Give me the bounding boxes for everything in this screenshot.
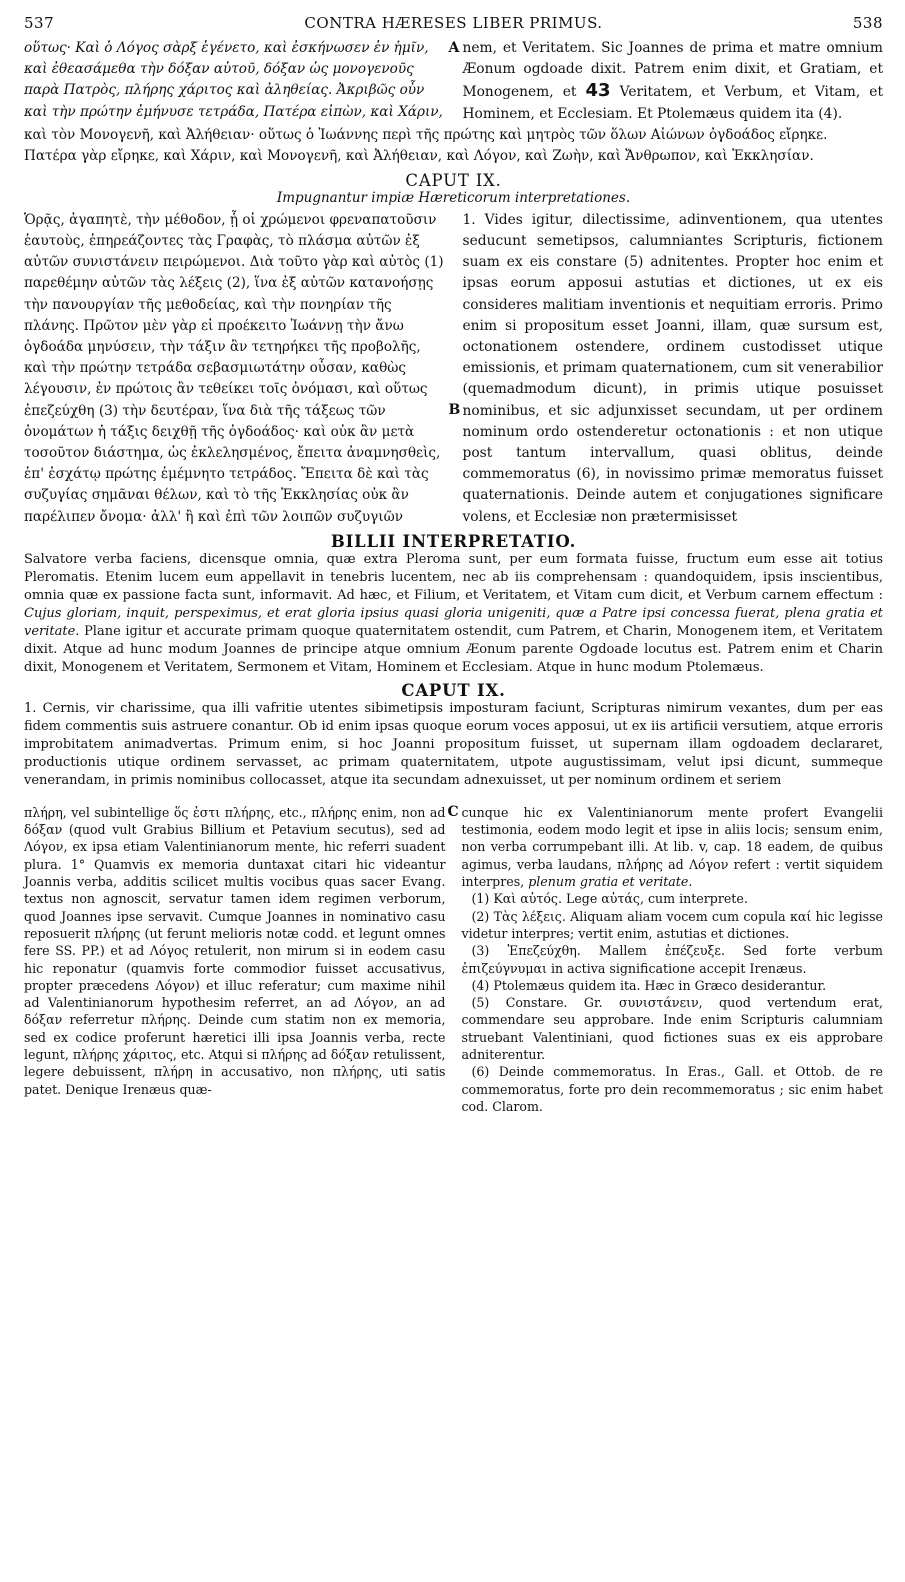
top-columns [24, 38, 883, 125]
latin-text-top-a: nem, et Veritatem. Sic Joannes de prima et matre omnium Æonum ogdoade dixit. Patrem enim dixit, et Gratiam, et Monogenem, et [462, 40, 883, 101]
latin-text-caput: 1. Vides igitur, dilectissime, adinventionem, qua utentes seducunt semetipsos, calumniantes Scripturis, fictionem suam ex eis constare (5) adnitentes. Propter hoc enim et ipsas eorum apposui astutias et dictiones, ut ex eis consideres malitiam inventionis et nequitiam erroris. Primo enim si propositum esset Joanni, illam, quæ sursum est, octonationem ostendere, ordinem custodisset utique emissionis, et primam quaternationem, cum sit venerabilior (quemadmodum dicunt), in primis utique posuisset nominibus, et sic adjunxisset secundam, ut per ordinem nominum ordo ostenderetur octonationis : et non utique post tantum intervallum, quasi oblitus, deinde commemoratus (6), in novissimo primæ memoratus fuisset quaternationis. Deinde autem et conjugationes significare volens, et Ecclesiæ non prætermisisset [462, 211, 883, 525]
caput-subtitle: Impugnantur impiæ Hæreticorum interpretationes. [276, 189, 631, 206]
footnote-3: (3) Ἐπεζεύχθη. Mallem ἐπέζευξε. Sed forte verbum ἐπιζεύγνυμαι in activa significatione accepit Irenæus. [461, 943, 883, 976]
column-number-badge: 43 [585, 80, 611, 102]
page-number-right: 538 [852, 14, 883, 32]
interpretatio-text [24, 551, 883, 677]
margin-marker-c: C [447, 803, 459, 820]
footnote-4: (4) Ptolemæus quidem ita. Hæc in Græco desiderantur. [471, 977, 827, 993]
note-right-intro-text: cunque hic ex Valentinianorum mente profert Evangelii testimonia, eodem modo legit et ipse in aliis locis; sensum enim, non verba corrumpebant illi. At lib. v, cap. 18 eadem, de quibus agimus, verba laudans, πλήρης ad Λόγον refert : vertit siquidem interpres, [461, 804, 883, 890]
footnote-1: (1) Καὶ αὐτός. Lege αὐτάς, cum interprete. [471, 891, 748, 907]
interpretatio-text-a: Salvatore verba faciens, dicensque omnia, quæ extra Pleroma sunt, per eum formata fuisse, fructum eum esse ait totius Pleromatis. Etenim lucem eum appellavit in tenebris lucentem, nec ab iis comprehensam : quandoquidem, ipsis inscientibus, omnia quæ ex passione facta sunt, informavit. Ad hæc, et Filium, et Veritatem, et Vitam cum dicit, et Verbum carnem effectum : [24, 551, 883, 603]
latin-text-top [463, 38, 884, 125]
caput-heading-2: CAPUT IX. [401, 680, 506, 700]
notes-right [447, 803, 884, 1115]
greek-full-line: καὶ τὸν Μονογενῆ, καὶ Ἀλήθειαν· οὕτως ὁ Ἰωάννης περὶ τῆς πρώτης καὶ μητρὸς τῶν ὅλων Αἰώνων ὀγδοάδος εἴρηκε. Πατέρα γὰρ εἴρηκε, καὶ Χάριν, καὶ Μονογενῆ, καὶ Ἀλήθειαν, καὶ Λόγον, καὶ Ζωὴν, καὶ Ἄνθρωπον, καὶ Ἐκκλησίαν. [24, 126, 828, 164]
margin-marker-b: B [448, 401, 461, 418]
latin-column-top [448, 38, 884, 125]
footnote-2: (2) Τὰς λέξεις. Aliquam aliam vocem cum copula καί hic legisse videtur interpres; vertit enim, astutias et dictiones. [461, 908, 883, 941]
interpretatio-quote: Cujus gloriam, inquit, perspeximus, et erat gloria ipsius quasi gloria unigeniti, quæ a Patre ipsi concessa fuerat, plena gratia et veritate. [24, 605, 883, 639]
caput-heading-1: CAPUT IX. [405, 170, 502, 190]
running-head [24, 14, 883, 32]
greek-column-top [24, 38, 445, 125]
note-left-text: πλήρη, vel subintellige ὅς ἐστι πλήρης, etc., πλήρης enim, non ad δόξαν (quod vult Grabius Billium et Petavium secutus), sed ad Λόγον, ex ipsa etiam Valentinianorum mente, hic referri suadent plura. 1° Quamvis ex memoria duntaxat citari hic videantur Joannis verba, additis scilicet multis vocibus quas sacer Evang. textus non agnoscit, servatur tamen idem regimen verborum, quod Joannes ipse servavit. Cumque Joannes in nominativo casu reposuerit πλήρης (ut ferunt melioris notæ codd. et legunt omnes fere SS. PP.) et ad Λόγος retulerit, non mirum si in eodem casu hic reponatur (quamvis forte commodior fuisset accusativus, propter præcedens Λόγον) et illuc referatur; cum maxime nihil ad Valentinianorum hypothesim referret, an ad Λόγον, an ad δόξαν referretur πλήρης. Deinde cum statim non ex memoria, sed ex codice proferunt hæretici illi ipsa Joannis verba, recte legunt, πλήρης χάριτος, etc. Atqui si πλήρης ad δόξαν retulissent, legere debuissent, πλήρη in accusativo, non πλήρης, uti satis patet. Denique Irenæus quæ- [24, 804, 446, 1097]
notes-columns [24, 804, 883, 1115]
caput-columns [24, 210, 883, 528]
note-right-intro-italic: plenum gratia et veritate. [528, 874, 693, 890]
margin-marker-a: A [448, 40, 460, 56]
latin-column-caput [448, 210, 884, 528]
greek-column-caput [24, 210, 445, 528]
footnote-5: (5) Constare. Gr. συνιστάνειν, quod vertendum erat, commendare seu approbare. Inde enim Scripturis calumniam struebant Valentiniani, quod fictiones suas ex eis approbare adniterentur. [461, 995, 883, 1063]
latin-text-top-b: Veritatem, et Verbum, et Vitam, et Hominem, et Ecclesiam. Et Ptolemæus quidem ita (4). [462, 84, 883, 122]
running-title: CONTRA HÆRESES LIBER PRIMUS. [304, 14, 603, 32]
note-right-intro [462, 804, 884, 890]
greek-text-top: οὕτως· Καὶ ὁ Λόγος σὰρξ ἐγένετο, καὶ ἐσκήνωσεν ἐν ἡμῖν, καὶ ἐθεασάμεθα τὴν δόξαν αὐτοῦ, δόξαν ὡς μονογενοῦς παρὰ Πατρὸς, πλήρης χάριτος καὶ ἀληθείας. Ἀκριβῶς οὖν καὶ τὴν πρώτην ἐμήνυσε τετράδα, Πατέρα εἰπὼν, καὶ Χάριν, [24, 40, 443, 120]
interpretatio-text-b: Plane igitur et accurate primam quoque quaternitatem ostendit, cum Patrem, et Charin, Monogenem item, et Veritatem dixit. Atque ad hunc modum Joannes de principe atque omnium Æonum parente Ogdoade locutus est. Patrem enim et Charin dixit, Monogenem et Veritatem, Sermonem et Vitam, Hominem et Ecclesiam. Atque in hunc modum Ptolemæus. [24, 623, 883, 675]
caput-2-text: 1. Cernis, vir charissime, qua illi vafritie utentes sibimetipsis imposturam faciunt, Scripturas nimirum vexantes, dum per eas fidem commentis suis astruere conantur. Ob id enim ipsas quoque eorum voces apposui, ut ex iis artificii versutiem, atque erroris improbitatem animadvertas. Primum enim, si hoc Joanni propositum fuisset, ut supernam illam ogdoadem declararet, productionis utique ordinem servasset, ac primam quaternitatem, utpote augustissimam, velut ipsi dicunt, summeque venerandam, in primis nominibus collocasset, atque ita secundam adnexuisset, ut per nominum ordinem et seriem [24, 700, 883, 788]
notes-left [24, 804, 446, 1115]
interpretatio-heading: BILLII INTERPRETATIO. [330, 531, 577, 551]
page-number-left: 537 [24, 14, 55, 32]
greek-text-caput: Ὁρᾷς, ἀγαπητὲ, τὴν μέθοδον, ᾗ οἱ χρώμενοι φρεναπατοῦσιν ἑαυτοὺς, ἐπηρεάζοντες τὰς Γραφὰς, τὸ πλάσμα αὐτῶν ἐξ αὐτῶν συνιστάνειν πειρώμενοι. Διὰ τοῦτο γὰρ καὶ αὐτὸς (1) παρεθέμην αὐτῶν τὰς λέξεις (2), ἵνα ἐξ αὐτῶν κατανοήσῃς τὴν πανουργίαν τῆς μεθοδείας, καὶ τὴν πονηρίαν τῆς πλάνης. Πρῶτον μὲν γὰρ εἰ προέκειτο Ἰωάννῃ τὴν ἄνω ὀγδοάδα μηνύσειν, τὴν τάξιν ἂν τετηρήκει τῆς προβολῆς, καὶ τὴν πρώτην τετράδα σεβασμιωτάτην οὖσαν, καθὼς λέγουσιν, ἐν πρώτοις ἂν τεθείκει τοῖς ὀνόμασι, καὶ οὕτως ἐπεζεύχθη (3) τὴν δευτέραν, ἵνα διὰ τῆς τάξεως τῶν ὀνομάτων ἡ τάξις δειχθῇ τῆς ὀγδοάδος· καὶ οὐκ ἂν μετὰ τοσοῦτον διάστημα, ὡς ἐκλελησμένος, ἔπειτα ἀναμνησθεὶς, ἐπ' ἐσχάτῳ πρώτης ἐμέμνητο τετράδος. Ἔπειτα δὲ καὶ τὰς συζυγίας σημᾶναι θέλων, καὶ τὸ τῆς Ἐκκλησίας οὐκ ἂν παρέλιπεν ὄνομα· ἀλλ' ἢ καὶ ἐπὶ τῶν λοιπῶν συζυγιῶν [24, 211, 444, 525]
footnote-6: (6) Deinde commemoratus. In Eras., Gall. et Ottob. de re commemoratus, forte pro dein recommemoratus ; sic enim habet cod. Clarom. [461, 1064, 883, 1114]
